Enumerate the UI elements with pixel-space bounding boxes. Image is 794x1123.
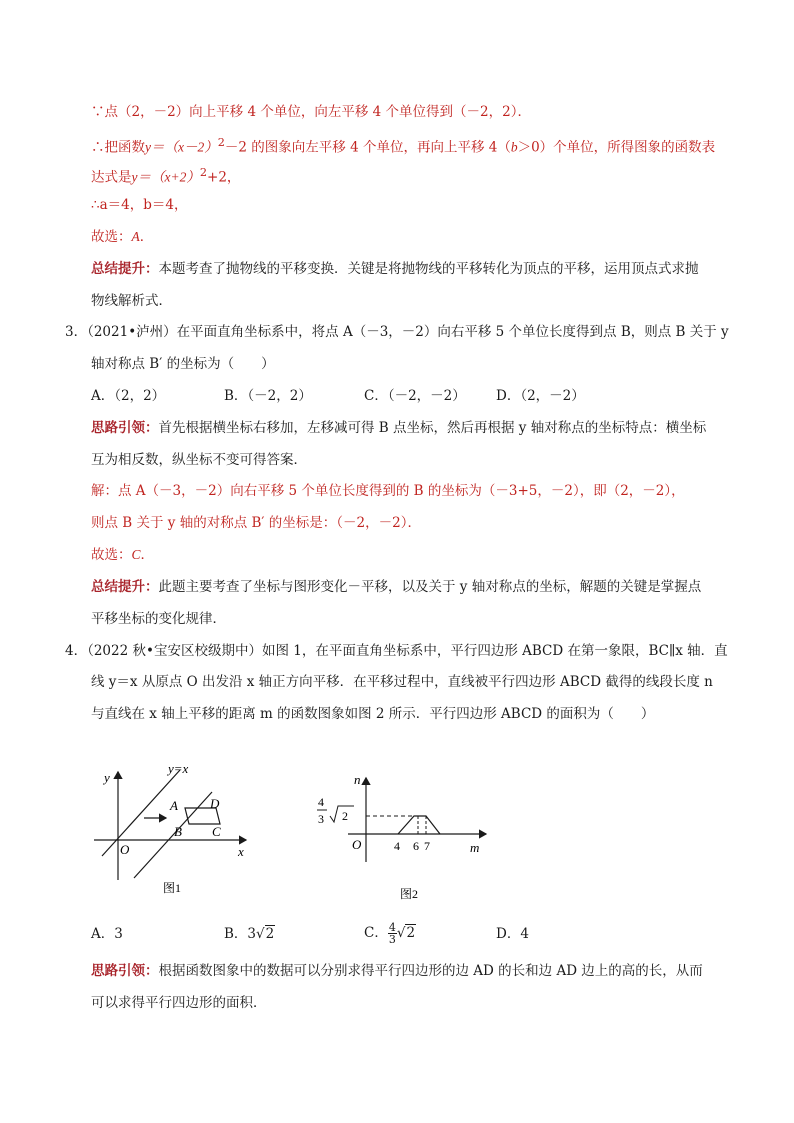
text-span: ． (139, 229, 154, 245)
text-span: ∴把函数 (91, 139, 145, 156)
q4-hint-line-2: 可以求得平行四边形的面积． (91, 995, 267, 1011)
radicand: 2 (265, 926, 275, 942)
choice-letter: A (131, 229, 140, 244)
tick-label-7: 7 (424, 839, 430, 853)
y-axis-label: y (104, 770, 110, 785)
line-y-equals-x (102, 770, 180, 856)
text-span: 达式是 (91, 169, 132, 186)
exponent: 2 (199, 166, 208, 179)
point-d-label: D (210, 796, 220, 811)
denominator: 3 (388, 933, 396, 946)
hint-text: 首先根据横坐标右移加，左移减可得 B 点坐标，然后再根据 y 轴对称点的坐标特点：横坐标 (158, 420, 707, 436)
line-label: y=x (168, 761, 189, 776)
solution-line-4: ∴a＝4，b＝4， (91, 197, 188, 213)
choice-letter: C (131, 547, 141, 562)
hint-label: 思路引领： (91, 963, 159, 979)
q4-option-a: A．3 (91, 926, 123, 942)
q4-hint-line-1 (91, 961, 703, 981)
q4-stem-line-3: 与直线在 x 轴上平移的距离 m 的函数图象如图 2 所示．平行四边形 ABCD 的面积为（ ） (91, 706, 655, 722)
q4-option-d: D．4 (496, 926, 529, 942)
level-frac-num: 4 (318, 795, 324, 809)
x-axis-label: x (238, 844, 244, 859)
figure-1 (88, 760, 258, 900)
q4-stem-line-1: 4．（2022 秋•宝安区校级期中）如图 1，在平面直角坐标系中，平行四边形 ABCD 在第一象限，BC∥x 轴．直 (65, 643, 728, 659)
q4-option-b (224, 924, 275, 944)
sqrt-sign: √ (396, 925, 406, 941)
origin-label: O (352, 837, 362, 852)
q3-summary-line-2: 平移坐标的变化规律． (91, 611, 226, 627)
option-text: B．3 (224, 926, 257, 942)
hint-label: 思路引领： (91, 420, 159, 436)
q3-solution-choice (91, 545, 154, 565)
summary-text: 此题主要考查了坐标与图形变化－平移，以及关于 y 轴对称点的坐标，解题的关键是掌握点 (158, 579, 702, 595)
figure-1-caption: 图1 (163, 881, 182, 895)
sqrt-sign: √ (256, 926, 265, 942)
q3-stem-line-1: 3．（2021•泸州）在平面直角坐标系中，将点 A（－3，－2）向右平移 5 个单位长度得到点 B，则点 B 关于 y (65, 324, 729, 340)
summary-label: 总结提升： (91, 261, 159, 277)
q4-stem-line-2: 线 y＝x 从原点 O 出发沿 x 轴正方向平移．在平移过程中，直线被平行四边形 ABCD 截得的线段长度 n (91, 674, 713, 690)
q3-option-d: D．（2，－2） (496, 388, 585, 404)
numerator: 4 (388, 921, 396, 934)
figure-2-caption: 图2 (400, 887, 419, 901)
summary-label: 总结提升： (91, 579, 159, 595)
solution-line-2 (91, 133, 715, 158)
text-span: ． (140, 547, 155, 563)
tick-label-6: 6 (413, 839, 419, 853)
radicand: 2 (406, 925, 416, 941)
point-a-label: A (170, 798, 178, 813)
text-span: 故选： (91, 229, 132, 245)
text-span: －2 的图象向左平移 4 个单位，再向上平移 4（ (224, 139, 511, 156)
q3-option-b: B．（－2，2） (224, 388, 312, 404)
function-graph (398, 816, 440, 834)
m-axis-label: m (470, 840, 480, 855)
formula-span: y＝（x－2） (145, 139, 218, 155)
fraction (388, 922, 397, 945)
text-span: ＞0）个单位，所得图象的函数表 (517, 139, 716, 156)
q3-hint-line-2: 互为相反数，纵坐标不变可得答案． (91, 452, 307, 468)
figure-2 (312, 774, 492, 904)
level-radicand: 2 (342, 809, 348, 823)
exponent: 2 (217, 136, 225, 149)
point-b-label: B (174, 824, 182, 839)
tick-label-4: 4 (394, 839, 400, 853)
summary-text: 本题考查了抛物线的平移变换．关键是将抛物线的平移转化为顶点的平移，运用顶点式求抛 (158, 261, 699, 277)
origin-label: O (120, 842, 130, 857)
option-text: C． (364, 925, 388, 941)
solution-choice (91, 227, 153, 247)
hint-text: 根据函数图象中的数据可以分别求得平行四边形的边 AD 的长和边 AD 边上的高的长，从而 (158, 963, 703, 979)
formula-span: y＝（x+2） (131, 169, 200, 185)
q3-hint-line-1 (91, 418, 706, 438)
q3-option-c: C．（－2，－2） (364, 388, 466, 404)
solution-line-3 (91, 163, 240, 188)
point-c-label: C (212, 824, 221, 839)
q3-stem-line-2: 轴对称点 B′ 的坐标为（ ） (91, 356, 275, 372)
q3-solution-line-2: 则点 B 关于 y 轴的对称点 B′ 的坐标是：（－2，－2）． (91, 515, 421, 531)
summary-line-2: 物线解析式． (91, 293, 172, 309)
summary-line-1 (91, 259, 699, 279)
q4-option-c (364, 918, 416, 948)
text-span: +2， (207, 169, 241, 186)
solution-line-1: ∵点（2，－2）向上平移 4 个单位，向左平移 4 个单位得到（－2，2）． (91, 104, 531, 120)
q3-summary-line-1 (91, 577, 701, 597)
text-span: 故选： (91, 547, 132, 563)
q3-solution-line-1: 解：点 A（－3，－2）向右平移 5 个单位长度得到的 B 的坐标为（－3+5，－2），即（2，－2）， (91, 483, 685, 499)
level-frac-den: 3 (318, 812, 324, 826)
q3-option-a: A．（2，2） (91, 388, 166, 404)
variable-b: b (510, 139, 518, 155)
n-axis-label: n (354, 774, 361, 787)
